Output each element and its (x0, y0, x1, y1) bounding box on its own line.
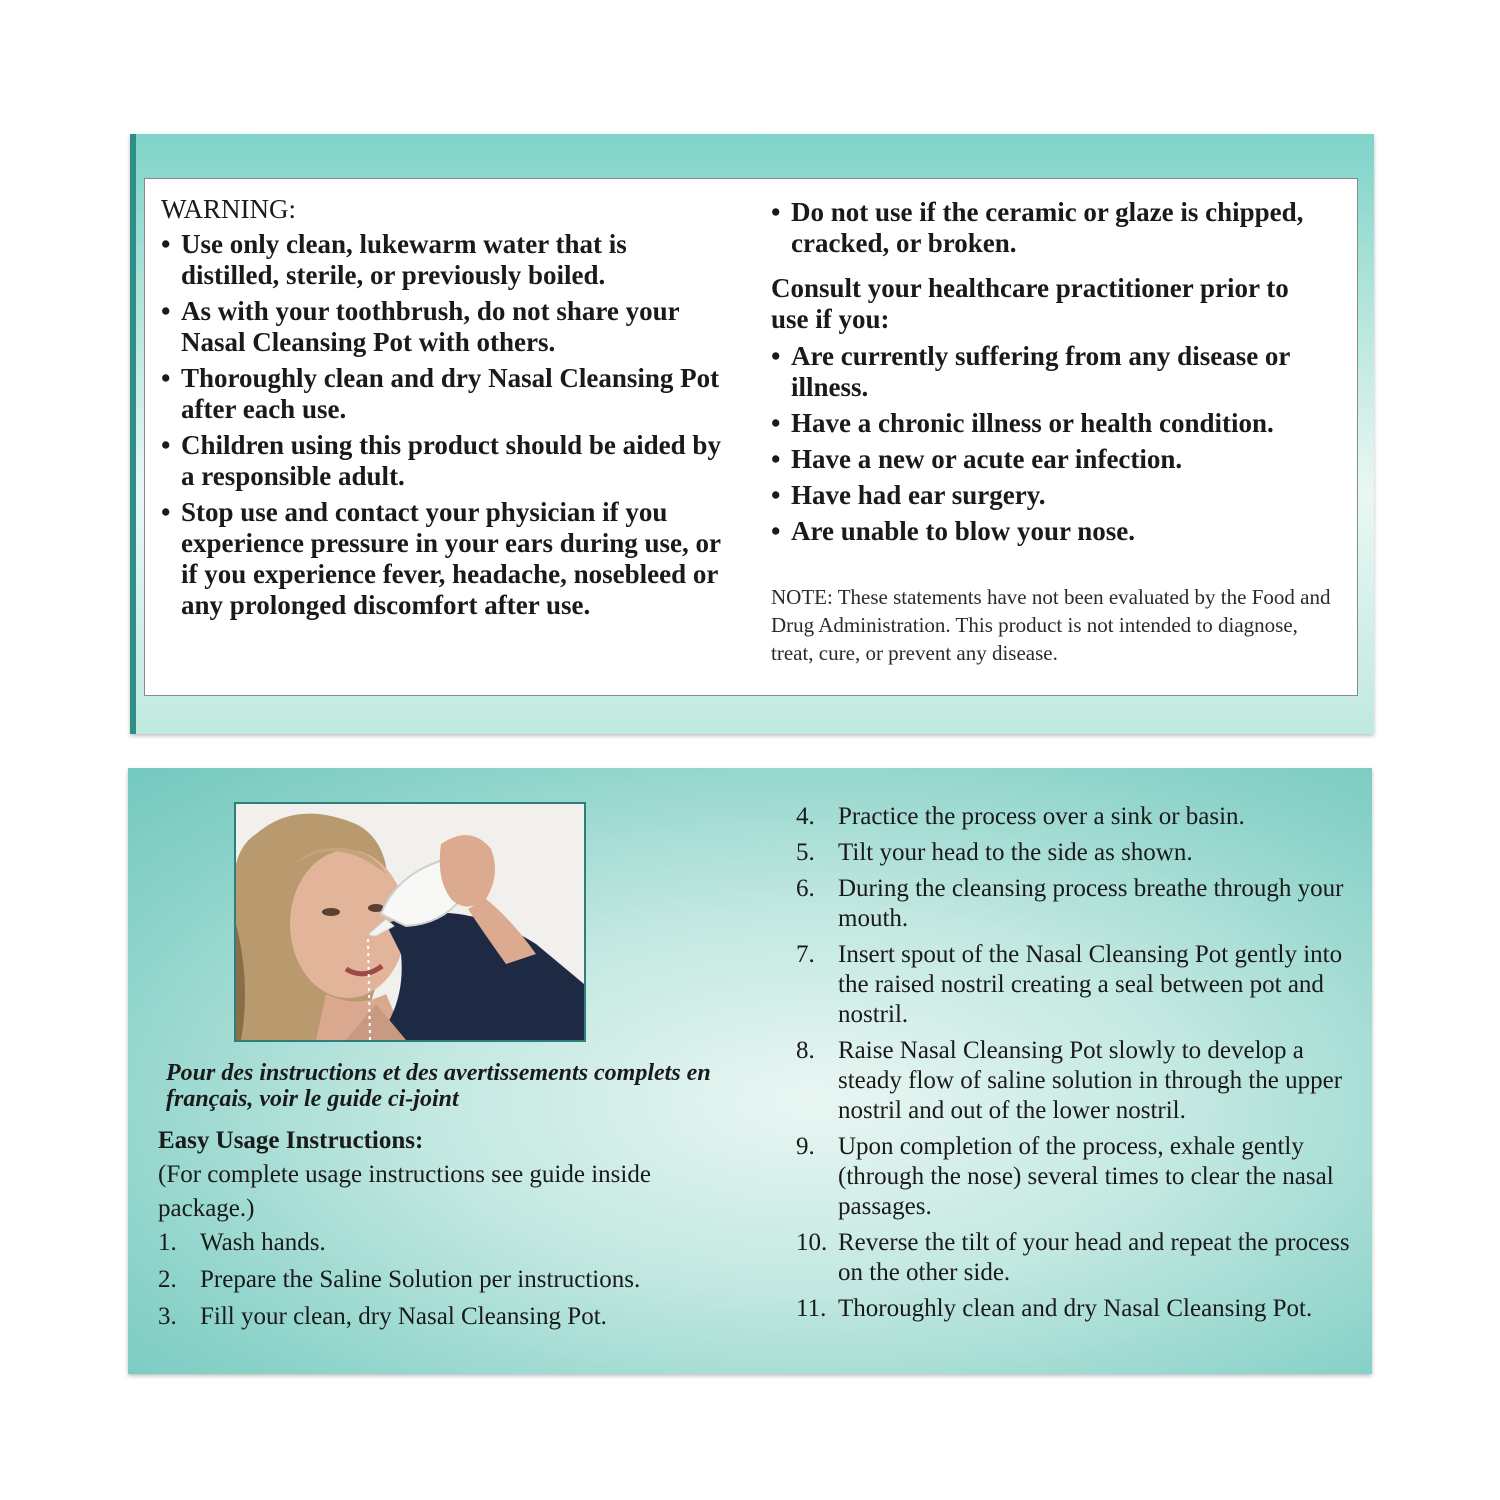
warning-item: • Use only clean, lukewarm water that is distilled, sterile, or previously boiled. (161, 229, 721, 291)
step-item (796, 1036, 1356, 1126)
step-text: Practice the process over a sink or basin. (838, 803, 1245, 830)
warning-left-column (161, 193, 721, 626)
usage-title: Easy Usage Instructions: (158, 1127, 424, 1154)
step-item (796, 838, 1356, 868)
step-text: Reverse the tilt of your head and repeat the process on the other side. (838, 1229, 1350, 1286)
warning-label (144, 178, 1358, 696)
instructions-panel (128, 768, 1372, 1374)
warning-right-column (771, 197, 1331, 667)
step-number: 5. (796, 839, 815, 866)
step-number: 9. (796, 1133, 815, 1160)
consult-item: • Are currently suffering from any disease or illness. (771, 341, 1331, 403)
step-item (796, 874, 1356, 934)
consult-list (771, 341, 1331, 547)
warning-item: • Children using this product should be aided by a responsible adult. (161, 430, 721, 492)
step-item (796, 802, 1356, 832)
step-text: Wash hands. (200, 1229, 326, 1256)
woman-using-neti-pot-image (236, 804, 584, 1040)
warning-item: • Stop use and contact your physician if you experience pressure in your ears during use, or if you experience fever, headache, nosebleed or any prolonged discomfort after use. (161, 497, 721, 621)
glaze-warning-list (771, 197, 1331, 259)
usage-instructions-left (158, 1124, 738, 1339)
step-item (796, 1132, 1356, 1222)
warning-item: • As with your toothbrush, do not share your Nasal Cleansing Pot with others. (161, 296, 721, 358)
warning-list (161, 229, 721, 621)
warning-item: • Thoroughly clean and dry Nasal Cleansing Pot after each use. (161, 363, 721, 425)
steps-list-right (796, 802, 1356, 1324)
consult-item: • Have a chronic illness or health condition. (771, 408, 1331, 439)
consult-item: • Are unable to blow your nose. (771, 516, 1331, 547)
warning-heading: WARNING: (161, 194, 296, 224)
step-text: Thoroughly clean and dry Nasal Cleansing Pot. (838, 1295, 1313, 1322)
step-number: 10. (796, 1229, 828, 1256)
step-item (796, 1228, 1356, 1288)
warning-panel (130, 134, 1374, 734)
french-instructions-note: Pour des instructions et des avertissements complets en français, voir le guide ci-joint (166, 1060, 711, 1112)
step-number: 8. (796, 1037, 815, 1064)
fda-note: NOTE: These statements have not been evaluated by the Food and Drug Administration. This product is not intended to diagnose, treat, cure, or prevent any disease. (771, 585, 1331, 665)
step-text: Upon completion of the process, exhale gently (through the nose) several times to clear the nasal passages. (838, 1133, 1334, 1220)
consult-item: • Have had ear surgery. (771, 480, 1331, 511)
usage-instructions-right (796, 802, 1356, 1330)
step-item (796, 1294, 1356, 1324)
step-number: 11. (796, 1295, 827, 1322)
glaze-warning-item: • Do not use if the ceramic or glaze is chipped, cracked, or broken. (771, 197, 1331, 259)
consult-item: • Have a new or acute ear infection. (771, 444, 1331, 475)
step-number: 7. (796, 941, 815, 968)
steps-list-left (158, 1228, 738, 1332)
step-text: Prepare the Saline Solution per instructions. (200, 1266, 641, 1293)
step-text: During the cleansing process breathe through your mouth. (838, 875, 1344, 932)
usage-subtitle: (For complete usage instructions see guide inside package.) (158, 1161, 651, 1222)
step-item (158, 1228, 738, 1258)
step-item (158, 1265, 738, 1295)
step-text: Fill your clean, dry Nasal Cleansing Pot. (200, 1303, 607, 1330)
consult-heading: Consult your healthcare practitioner prior to use if you: (771, 273, 1289, 334)
step-number: 2. (158, 1266, 177, 1293)
step-text: Insert spout of the Nasal Cleansing Pot gently into the raised nostril creating a seal between pot and nostril. (838, 941, 1343, 1028)
step-text: Raise Nasal Cleansing Pot slowly to develop a steady flow of saline solution in through the upper nostril and out of the lower nostril. (838, 1037, 1343, 1124)
step-number: 4. (796, 803, 815, 830)
step-item (158, 1302, 738, 1332)
step-item (796, 940, 1356, 1030)
step-number: 1. (158, 1229, 177, 1256)
step-text: Tilt your head to the side as shown. (838, 839, 1193, 866)
step-number: 3. (158, 1303, 177, 1330)
usage-photo (234, 802, 586, 1042)
step-number: 6. (796, 875, 815, 902)
